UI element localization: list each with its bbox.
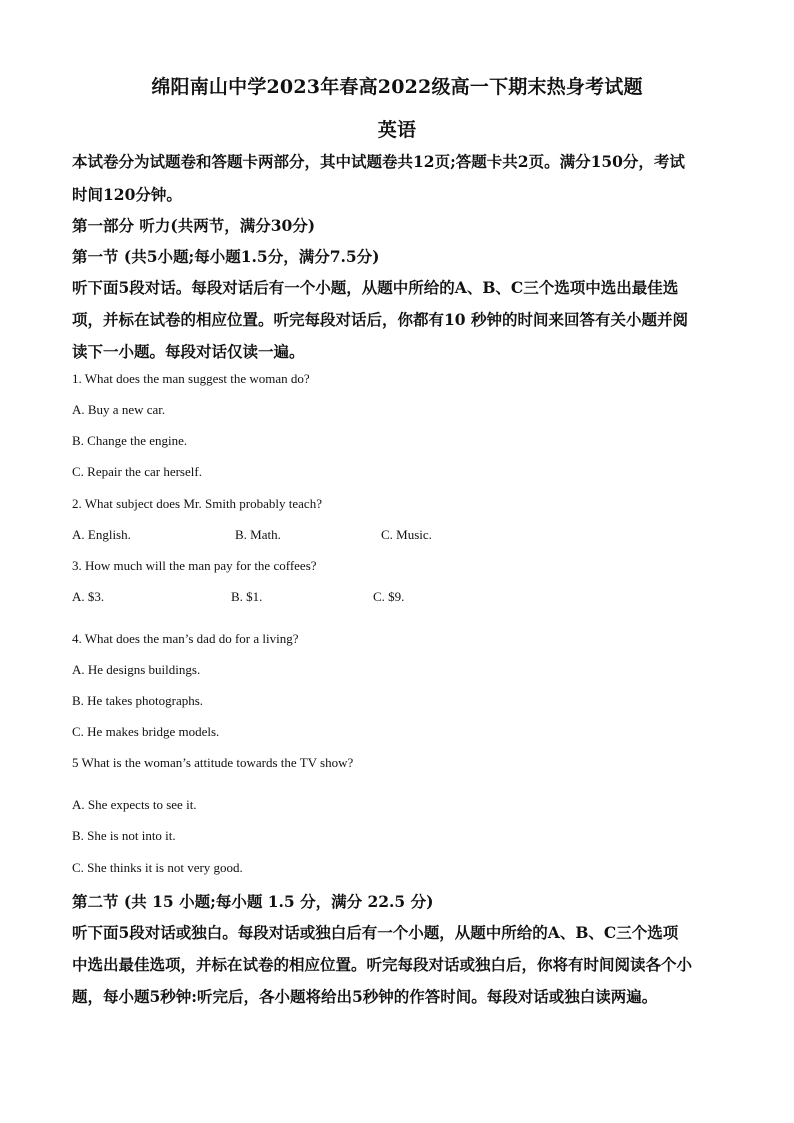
- q1-option-b: B. Change the engine.: [72, 433, 188, 448]
- question-3: 3. How much will the man pay for the coffees?: [72, 558, 317, 573]
- q5-option-b: B. She is not into it.: [72, 828, 176, 843]
- q3-option-a: A. $3.: [72, 589, 105, 604]
- q2-option-c: C. Music.: [381, 527, 432, 542]
- q5-option-a: A. She expects to see it.: [72, 797, 197, 812]
- q5-option-c: C. She thinks it is not very good.: [72, 860, 243, 875]
- question-1: 1. What does the man suggest the woman do?: [72, 371, 310, 386]
- section1-instruction-3: 读下一小题。每段对话仅读一遍。: [72, 342, 305, 361]
- section1-heading: 第一节 (共5小题;每小题1.5分，满分7.5分): [72, 247, 380, 266]
- section1-instruction-2: 项，并标在试卷的相应位置。听完每段对话后，你都有10 秒钟的时间来回答有关小题并阅: [72, 310, 688, 329]
- section2-heading: 第二节 (共 15 小题;每小题 1.5 分，满分 22.5 分): [72, 892, 434, 911]
- q1-option-c: C. Repair the car herself.: [72, 464, 202, 479]
- q2-option-a: A. English.: [72, 527, 131, 542]
- exam-title: 绵阳南山中学2023年春高2022级高一下期末热身考试题: [151, 76, 643, 98]
- q3-option-b: B. $1.: [231, 589, 263, 604]
- q4-option-b: B. He takes photographs.: [72, 693, 204, 708]
- exam-subject: 英语: [377, 119, 417, 141]
- intro-line-1: 本试卷分为试题卷和答题卡两部分，其中试题卷共12页;答题卡共2页。满分150分，考试: [72, 152, 685, 171]
- section1-instruction-1: 听下面5段对话。每段对话后有一个小题，从题中所给的A、B、C三个选项中选出最佳选: [72, 278, 679, 297]
- q3-option-c: C. $9.: [373, 589, 405, 604]
- q1-option-a: A. Buy a new car.: [72, 402, 166, 417]
- section2-instruction-1: 听下面5段对话或独白。每段对话或独白后有一个小题，从题中所给的A、B、C三个选项: [72, 923, 679, 942]
- question-5: 5 What is the woman’s attitude towards the TV show?: [72, 755, 354, 770]
- question-2: 2. What subject does Mr. Smith probably teach?: [72, 496, 322, 511]
- section2-instruction-2: 中选出最佳选项，并标在试卷的相应位置。听完每段对话或独白后，你将有时间阅读各个小: [72, 955, 693, 974]
- intro-line-2: 时间120分钟。: [72, 185, 182, 204]
- section2-instruction-3: 题，每小题5秒钟:听完后，各小题将给出5秒钟的作答时间。每段对话或独白读两遍。: [72, 987, 658, 1006]
- part1-heading: 第一部分 听力(共两节，满分30分): [72, 216, 316, 235]
- q4-option-c: C. He makes bridge models.: [72, 724, 220, 739]
- q4-option-a: A. He designs buildings.: [72, 662, 201, 677]
- q2-option-b: B. Math.: [235, 527, 281, 542]
- question-4: 4. What does the man’s dad do for a living?: [72, 631, 299, 646]
